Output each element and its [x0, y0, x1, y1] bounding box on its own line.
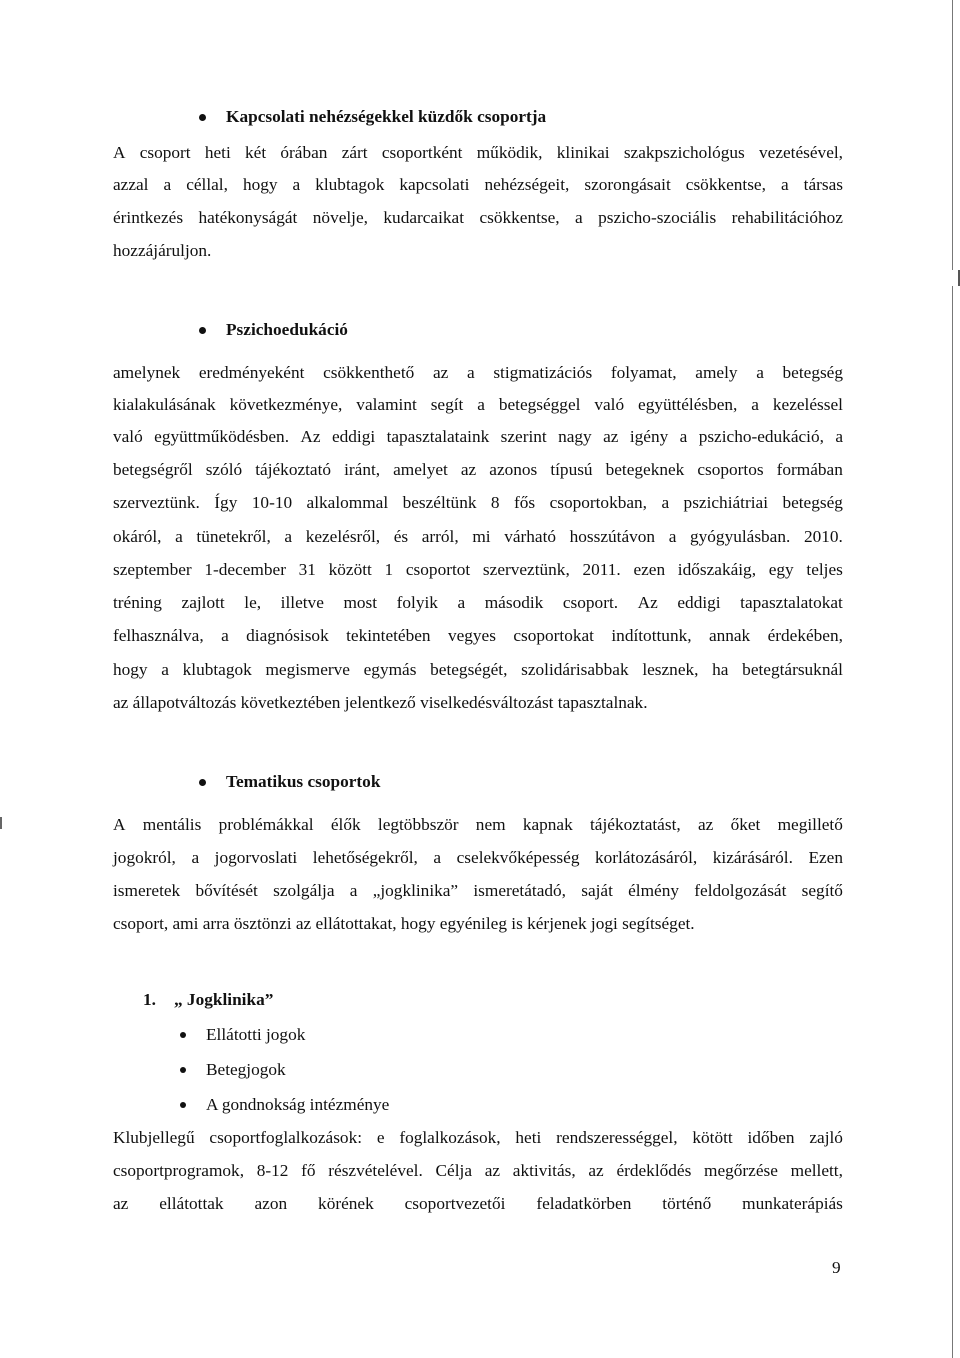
word: igény — [629, 427, 669, 446]
word: együttélésben, — [638, 395, 738, 414]
word: e — [376, 1128, 385, 1147]
word: lehetőségekről, — [312, 848, 418, 867]
word: tájékoztató — [255, 460, 332, 479]
word: betegség — [782, 363, 843, 382]
paragraph-line — [113, 848, 843, 868]
word: zárt — [341, 143, 368, 162]
word: működik, — [476, 143, 543, 162]
word: az — [113, 1194, 129, 1213]
word: le, — [244, 593, 262, 612]
word: aktivitás, — [512, 1161, 576, 1180]
word: segítő — [801, 881, 843, 900]
word: mi — [472, 527, 491, 546]
word: szolidárisabbak — [521, 660, 629, 679]
word: a — [477, 395, 485, 414]
word: stigmatizációs — [493, 363, 593, 382]
paragraph-line — [113, 493, 843, 513]
word: következménye, — [229, 395, 343, 414]
word: arról, — [421, 527, 459, 546]
word: csoportokban, — [549, 493, 647, 512]
word: várható — [504, 527, 557, 546]
word: csoportként — [381, 143, 463, 162]
word: mellett, — [790, 1161, 843, 1180]
bullet-icon — [180, 1032, 186, 1038]
word: tekintetében — [346, 626, 431, 645]
word: vegyes — [447, 626, 496, 645]
word: Klubjellegű — [113, 1128, 195, 1147]
paragraph-line — [113, 208, 843, 228]
paragraph-line: az állapotváltozás következtében jelentkező viselkedésváltozást tapasztalnak. — [113, 693, 648, 712]
word: pszichiátriai — [683, 493, 768, 512]
word: órában — [280, 143, 328, 162]
list-item — [180, 1095, 389, 1115]
word: csoportot — [405, 560, 471, 579]
word: a — [161, 660, 169, 679]
paragraph-line — [113, 395, 843, 415]
heading-number: 1. — [143, 990, 156, 1009]
word: körének — [318, 1194, 374, 1213]
word: a — [349, 881, 358, 900]
word: heti — [515, 1128, 542, 1147]
word: jogokról, — [113, 848, 176, 867]
word: ha — [712, 660, 729, 679]
word: szerveztünk, — [482, 560, 570, 579]
word: céllal, — [186, 175, 228, 194]
word: a — [679, 427, 688, 446]
word: csökkentse, — [685, 175, 766, 194]
word: „jogklinika” — [372, 881, 459, 900]
word: betegtársuknál — [742, 660, 843, 679]
word: ismeretek — [113, 881, 181, 900]
word: folyamat, — [610, 363, 677, 382]
word: klubtagok — [182, 660, 252, 679]
word: eddigi — [331, 427, 376, 446]
word: teljes — [806, 560, 843, 579]
word: és — [393, 527, 409, 546]
word: diagnósisok — [246, 626, 329, 645]
word: ismeretátadó, — [473, 881, 566, 900]
word: felhasználva, — [113, 626, 204, 645]
word: kapnak — [522, 815, 573, 834]
word: heti — [204, 143, 231, 162]
margin-rule — [952, 0, 953, 270]
section-heading — [199, 107, 546, 127]
word: 10-10 — [251, 493, 293, 512]
word: A — [113, 143, 126, 162]
paragraph-line — [113, 626, 843, 646]
word: ezen — [633, 560, 666, 579]
word: kizárásáról. — [712, 848, 793, 867]
word: betegeknek — [605, 460, 685, 479]
paragraph-line — [113, 1161, 843, 1181]
paragraph-line — [113, 815, 843, 835]
word: a — [191, 848, 200, 867]
word: segít — [430, 395, 464, 414]
word: a — [175, 527, 183, 546]
word: betegség — [782, 493, 843, 512]
word: amelynek — [113, 363, 181, 382]
word: Ezen — [808, 848, 843, 867]
word: azon — [254, 1194, 288, 1213]
word: Az — [300, 427, 321, 446]
paragraph-line — [113, 593, 843, 613]
paragraph-line — [113, 363, 843, 383]
heading-text: Tematikus csoportok — [226, 772, 381, 791]
word: kezelésről, — [305, 527, 381, 546]
paragraph-line — [113, 1194, 843, 1214]
paragraph-line — [113, 560, 843, 580]
word: a — [575, 208, 583, 227]
word: megillető — [777, 815, 843, 834]
word: saját — [581, 881, 613, 900]
heading-text: Kapcsolati nehézségekkel küzdők csoportja — [226, 107, 547, 126]
word: egymás — [363, 660, 417, 679]
word: az — [460, 460, 477, 479]
word: munkaterápiás — [742, 1194, 843, 1213]
word: csoportvezetői — [404, 1194, 506, 1213]
word: a — [466, 363, 475, 382]
word: zajlott — [181, 593, 225, 612]
section-heading — [199, 320, 348, 340]
bullet-icon — [199, 327, 206, 334]
word: problémákkal — [218, 815, 314, 834]
word: lesznek, — [642, 660, 699, 679]
word: betegségét, — [430, 660, 508, 679]
word: szorongásait — [584, 175, 671, 194]
word: betegséggel — [498, 395, 581, 414]
word: ellátottak — [159, 1194, 224, 1213]
word: a — [163, 175, 172, 194]
word: társas — [803, 175, 843, 194]
word: való — [594, 395, 625, 414]
margin-mark — [0, 817, 2, 829]
word: eredményeként — [198, 363, 305, 382]
word: jogorvoslati — [214, 848, 298, 867]
word: a — [221, 626, 229, 645]
word: élmény — [628, 881, 680, 900]
word: csoport — [139, 143, 191, 162]
word: szakpszichológus — [623, 143, 745, 162]
bullet-icon — [180, 1102, 186, 1108]
word: A — [113, 815, 126, 834]
word: szerint — [500, 427, 547, 446]
word: valamint — [356, 395, 417, 414]
word: az — [603, 427, 619, 446]
word: egy — [768, 560, 794, 579]
paragraph-line — [113, 1128, 843, 1148]
word: Az — [637, 593, 658, 612]
word: a — [780, 175, 789, 194]
word: szolgálja — [273, 881, 335, 900]
word: a — [292, 175, 301, 194]
word: kezeléssel — [772, 395, 843, 414]
word: amely — [695, 363, 738, 382]
page-number: 9 — [832, 1258, 841, 1277]
section-heading — [199, 772, 380, 792]
paragraph-line: hozzájáruljon. — [113, 241, 212, 260]
word: a — [756, 363, 764, 382]
word: foglalkozások, — [399, 1128, 501, 1147]
word: 31 — [298, 560, 316, 579]
word: típusú — [550, 460, 593, 479]
word: együttműködésben. — [154, 427, 290, 446]
word: azzal — [113, 175, 149, 194]
word: csoportprogramok, — [113, 1161, 245, 1180]
word: bővítését — [195, 881, 258, 900]
word: érdeklődés — [616, 1161, 692, 1180]
word: zajló — [809, 1128, 843, 1147]
word: legtöbbször — [377, 815, 459, 834]
word: tájékoztatást, — [590, 815, 681, 834]
word: kapcsolati — [399, 175, 470, 194]
word: beszéltünk — [402, 493, 477, 512]
word: fő — [301, 1161, 316, 1180]
word: illetve — [280, 593, 324, 612]
word: nagy — [558, 427, 592, 446]
word: részvételével. — [328, 1161, 423, 1180]
word: kötött — [692, 1128, 733, 1147]
word: nehézségeit, — [484, 175, 570, 194]
paragraph-line — [113, 143, 843, 163]
word: a — [457, 593, 466, 612]
word: pszicho-szociális — [598, 208, 717, 227]
word: az — [697, 815, 714, 834]
word: kudarcaikat — [383, 208, 465, 227]
numbered-heading — [143, 990, 273, 1010]
word: gyógyulásban. — [690, 527, 791, 546]
list-item — [180, 1025, 305, 1045]
paragraph-line — [113, 527, 843, 547]
word: csoportokat — [513, 626, 594, 645]
word: az — [484, 1161, 501, 1180]
word: folyik — [396, 593, 438, 612]
word: történő — [662, 1194, 712, 1213]
word: 8 — [490, 493, 500, 512]
word: szóló — [205, 460, 243, 479]
word: Így — [214, 493, 238, 512]
word: a — [433, 848, 442, 867]
word: csoport. — [562, 593, 619, 612]
word: szeptember — [113, 560, 192, 579]
word: érdekében, — [767, 626, 843, 645]
word: második — [484, 593, 544, 612]
list-item-text: A gondnokság intézménye — [206, 1095, 390, 1114]
word: korlátozásáról, — [595, 848, 698, 867]
list-item-text: Ellátotti jogok — [206, 1025, 306, 1044]
word: azonos — [489, 460, 538, 479]
word: nem — [475, 815, 506, 834]
word: mentális — [142, 815, 202, 834]
word: érintkezés — [113, 208, 184, 227]
bullet-icon — [180, 1067, 186, 1073]
word: feladatkörben — [536, 1194, 632, 1213]
word: az — [588, 1161, 604, 1180]
word: betegségről — [113, 460, 193, 479]
word: tapasztalatokat — [740, 593, 843, 612]
paragraph-line — [113, 660, 843, 680]
word: amelyet — [393, 460, 448, 479]
word: alkalommal — [306, 493, 389, 512]
word: a — [661, 493, 670, 512]
bullet-icon — [199, 114, 206, 121]
word: most — [343, 593, 378, 612]
word: tapasztalataink — [386, 427, 490, 446]
word: csökkenthető — [323, 363, 415, 382]
word: fős — [514, 493, 536, 512]
paragraph-line — [113, 427, 843, 447]
paragraph-line: csoport, ami arra ösztönzi az ellátottakat, hogy egyénileg is kérjenek jogi segítséget. — [113, 914, 695, 933]
word: pszicho-edukáció, — [698, 427, 824, 446]
heading-text: Pszichoedukáció — [226, 320, 348, 339]
word: a — [751, 395, 759, 414]
word: 1 — [384, 560, 394, 579]
word: szerveztünk. — [113, 493, 200, 512]
word: klinikai — [556, 143, 610, 162]
word: a — [284, 527, 293, 546]
heading-text: „ Jogklinika” — [173, 990, 274, 1009]
word: növelje, — [312, 208, 368, 227]
word: között — [328, 560, 372, 579]
word: élők — [330, 815, 361, 834]
list-item — [180, 1060, 286, 1080]
word: Célja — [435, 1161, 472, 1180]
word: való — [113, 427, 143, 446]
word: megismerve — [265, 660, 350, 679]
word: hogy — [113, 660, 148, 679]
word: 2010. — [803, 527, 843, 546]
word: kialakulásának — [113, 395, 216, 414]
word: csökkentse, — [479, 208, 560, 227]
margin-rule — [952, 286, 953, 1358]
word: feldolgozását — [694, 881, 787, 900]
word: hosszútávon — [569, 527, 656, 546]
word: a — [835, 427, 843, 446]
word: annak — [708, 626, 751, 645]
word: iránt, — [344, 460, 381, 479]
word: rehabilitációhoz — [731, 208, 843, 227]
paragraph-line — [113, 881, 843, 901]
word: formában — [776, 460, 843, 479]
bullet-icon — [199, 779, 206, 786]
word: hatékonyságát — [198, 208, 298, 227]
list-item-text: Betegjogok — [206, 1060, 286, 1079]
word: rendszerességgel, — [556, 1128, 678, 1147]
word: 8-12 — [256, 1161, 289, 1180]
word: csoportos — [697, 460, 764, 479]
word: őket — [730, 815, 761, 834]
paragraph-line — [113, 175, 843, 195]
word: csoportfoglalkozások: — [209, 1128, 363, 1147]
word: klubtagok — [315, 175, 385, 194]
word: időben — [747, 1128, 795, 1147]
word: 1-december — [204, 560, 286, 579]
word: az — [432, 363, 449, 382]
word: két — [245, 143, 267, 162]
paragraph-line — [113, 460, 843, 480]
word: a — [668, 527, 677, 546]
word: cselekvőképesség — [456, 848, 580, 867]
word: indítottunk, — [611, 626, 692, 645]
word: tréning — [113, 593, 162, 612]
word: hogy — [242, 175, 278, 194]
word: okáról, — [113, 527, 162, 546]
word: eddigi — [677, 593, 721, 612]
word: vezetésével, — [759, 143, 843, 162]
word: tünetekről, — [196, 527, 271, 546]
word: időszakáig, — [677, 560, 757, 579]
word: 2011. — [582, 560, 621, 579]
word: megőrzése — [704, 1161, 778, 1180]
